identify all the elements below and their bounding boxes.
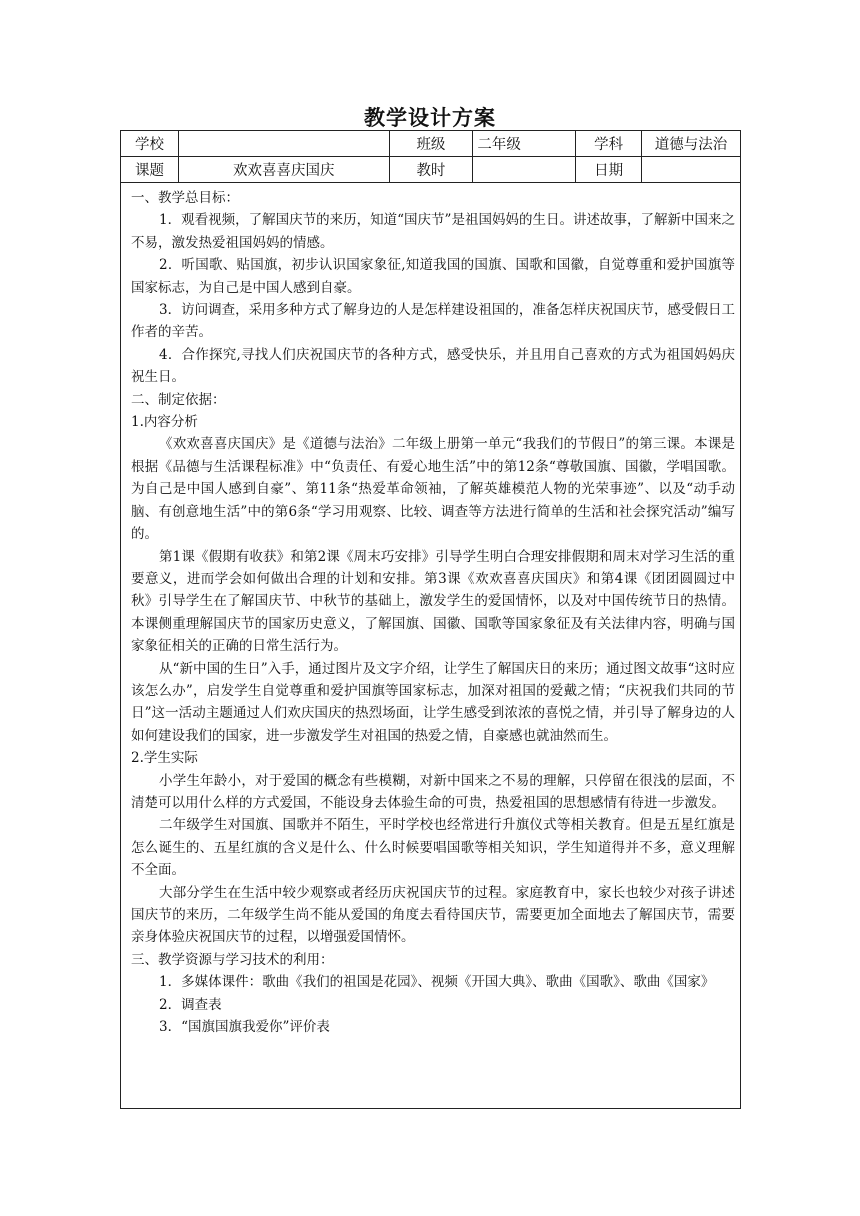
subsection-heading: 2.学生实际 — [131, 750, 198, 767]
section-heading: 一、教学总目标： — [131, 190, 239, 206]
school-label: 学校 — [121, 131, 179, 157]
paragraph: 二年级学生对国旗、国歌并不陌生，平时学校也经常进行升旗仪式等相关教育。但是五星红旗是怎么诞生的、五星红旗的含义是什么、什么时候要唱国歌等相关知识，学生知道得并不多，意义理解不全面。 — [131, 817, 735, 879]
date-value — [642, 157, 741, 183]
paragraph: 大部分学生在生活中较少观察或者经历庆祝国庆节的过程。家庭教育中，家长也较少对孩子讲述国庆节的来历，二年级学生尚不能从爱国的角度去看待国庆节，需要更加全面地去了解国庆节，需要亲身体验庆祝国庆节的过程，以增强爱国情怀。 — [131, 884, 735, 946]
resource-item: 3．“国旗国旗我爱你”评价表 — [159, 1019, 330, 1036]
date-label: 日期 — [576, 157, 642, 183]
page-title: 教学设计方案 — [364, 106, 496, 130]
class-value: 二年级 — [473, 131, 576, 157]
topic-label: 课题 — [121, 157, 179, 183]
objective-item: 4．合作探究,寻找人们庆祝国庆节的各种方式，感受快乐，并且用自己喜欢的方式为祖国妈妈庆祝生日。 — [131, 346, 735, 386]
objective-item: 1．观看视频，了解国庆节的来历，知道“国庆节”是祖国妈妈的生日。讲述故事，了解新中国来之不易，激发热爱祖国妈妈的情感。 — [131, 212, 735, 251]
objective-item: 2．听国歌、贴国旗，初步认识国家象征,知道我国的国旗、国歌和国徽，自觉尊重和爱护国旗等国家标志，为自己是中国人感到自豪。 — [131, 257, 735, 296]
resource-item: 1．多媒体课件：歌曲《我们的祖国是花园》、视频《开国大典》、歌曲《国歌》、歌曲《国家》 — [159, 974, 715, 991]
subject-label: 学科 — [576, 131, 642, 157]
paragraph: 小学生年龄小，对于爱国的概念有些模糊，对新中国来之不易的理解，只停留在很浅的层面，不清楚可以用什么样的方式爱国，不能设身去体验生命的可贵，热爱祖国的思想感情有待进一步激发。 — [131, 772, 735, 811]
header-row-2 — [121, 157, 741, 183]
class-label: 班级 — [389, 131, 473, 157]
topic-value: 欢欢喜喜庆国庆 — [178, 157, 389, 183]
hours-value — [473, 157, 576, 183]
subject-value: 道德与法治 — [642, 131, 741, 157]
header-row-1 — [121, 131, 741, 157]
header-table — [120, 130, 741, 183]
subsection-heading: 1.内容分析 — [131, 414, 198, 431]
resource-item: 2．调查表 — [159, 996, 222, 1013]
school-value — [178, 131, 389, 157]
paragraph: 《欢欢喜喜庆国庆》是《道德与法治》二年级上册第一单元“我我们的节假日”的第三课。本课是根据《品德与生活课程标准》中“负责任、有爱心地生活”中的第12条“尊敬国旗、国徽，学唱国歌。为自己是中国人感到自豪”、第11条“热爱革命领袖，了解英雄模范人物的光荣事迹”、以及“动手动脑、有创意地生活”中的第6条“学习用观察、比较、调查等方法进行简单的生活和社会探究活动”编写的。 — [131, 436, 735, 543]
paragraph: 第1课《假期有收获》和第2课《周末巧安排》引导学生明白合理安排假期和周末对学习生活的重要意义，进而学会如何做出合理的计划和安排。第3课《欢欢喜喜庆国庆》和第4课《团团圆圆过中秋》引导学生在了解国庆节、中秋节的基础上，激发学生的爱国情怀，以及对中国传统节日的热情。本课侧重理解国庆节的国家历史意义，了解国旗、国徽、国歌等国家象征及有关法律内容，明确与国家象征相关的正确的日常生活行为。 — [131, 548, 735, 655]
paragraph: 从“新中国的生日”入手，通过图片及文字介绍，让学生了解国庆日的来历；通过图文故事“这时应该怎么办”，启发学生自觉尊重和爱护国旗等国家标志，加深对祖国的爱戴之情；“庆祝我们共同的节日”这一活动主题通过人们欢庆国庆的热烈场面，让学生感受到浓浓的喜悦之情，并引导了解身边的人如何建设我们的国家，进一步激发学生对祖国的热爱之情，自豪感也就油然而生。 — [131, 660, 735, 744]
section-heading: 二、制定依据： — [131, 391, 226, 408]
hours-label: 教时 — [389, 157, 473, 183]
objective-item: 3．访问调查，采用多种方式了解身边的人是怎样建设祖国的，准备怎样庆祝国庆节，感受假日工作者的辛苦。 — [131, 302, 735, 341]
content-text — [131, 187, 735, 1038]
section-heading: 三、教学资源与学习技术的利用： — [131, 951, 334, 968]
